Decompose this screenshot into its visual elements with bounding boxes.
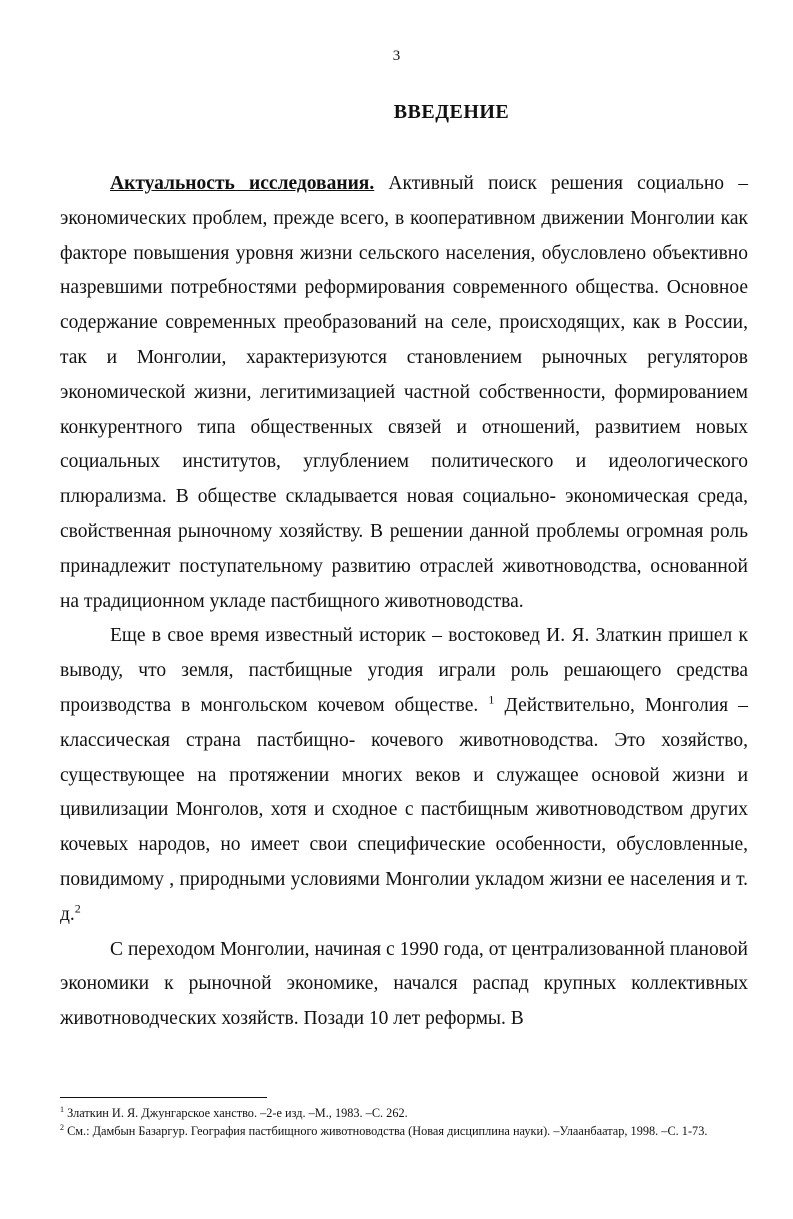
paragraph-relevance	[60, 167, 748, 619]
footnote-mark: 2	[60, 1122, 64, 1132]
footnote-ref-2[interactable]: 2	[74, 901, 81, 916]
paragraph-text: Активный поиск решения социально – экономических проблем, прежде всего, в кооперативном движении Монголии как факторе повышения уровня жизни сельского населения, обусловлено объективно назревшими потребностями реформирования современного общества. Основное содержание современных преобразований на селе, происходящих, как в России, так и Монголии, характеризуются становлением рыночных регуляторов экономической жизни, легитимизацией частной собственности, формированием конкурентного типа общественных связей и отношений, развитием новых социальных институтов, углублением политического и идеологического плюрализма. В обществе складывается новая социально- экономическая среда, свойственная рыночному хозяйству. В решении данной проблемы огромная роль принадлежит поступательному развитию отраслей животноводства, основанной на традиционном укладе пастбищного животноводства.	[60, 173, 749, 612]
paragraph-text: Действительно, Монголия – классическая страна пастбищно- кочевого животноводства. Это хозяйство, существующее на протяжении многих веков и служащее основой жизни и цивилизации Монголов, хотя и сходное с пастбищным животноводством других кочевых народов, но имеет свои специфические особенности, обусловленные, повидимому , природными условиями Монголии укладом жизни ее населения и т. д.	[60, 694, 748, 925]
footnote-divider	[60, 1097, 267, 1098]
footnote-1	[60, 1104, 760, 1122]
footnotes	[60, 1104, 760, 1140]
footnote-mark: 1	[60, 1104, 64, 1114]
footnote-2	[60, 1122, 760, 1140]
page-number: 3	[392, 48, 401, 64]
footnote-ref-1[interactable]: 1	[488, 692, 495, 707]
footnote-text: См.: Дамбын Базаргур. География пастбищного животноводства (Новая дисциплина науки). –Улаанбаатар, 1998. –С. 1-73.	[64, 1124, 708, 1138]
footnote-text: Златкин И. Я. Джунгарское ханство. –2-е изд. –М., 1983. –С. 262.	[64, 1106, 408, 1120]
relevance-label: Актуальность исследования.	[110, 173, 375, 194]
paragraph-transition: С переходом Монголии, начиная с 1990 года, от централизованной плановой экономики к рыночной экономике, начался распад крупных коллективных животноводческих хозяйств. Позади 10 лет реформы. В	[60, 938, 748, 1030]
paragraph-text: Еще в свое время известный историк – востоковед И. Я. Златкин пришел к выводу, что земля, пастбищные угодия играли роль решающего средства производства в монгольском кочевом обществе.	[60, 625, 748, 716]
section-heading: ВВЕДЕНИЕ	[393, 101, 510, 123]
paragraph-zlatkin	[60, 619, 748, 932]
body-text	[60, 167, 748, 1037]
